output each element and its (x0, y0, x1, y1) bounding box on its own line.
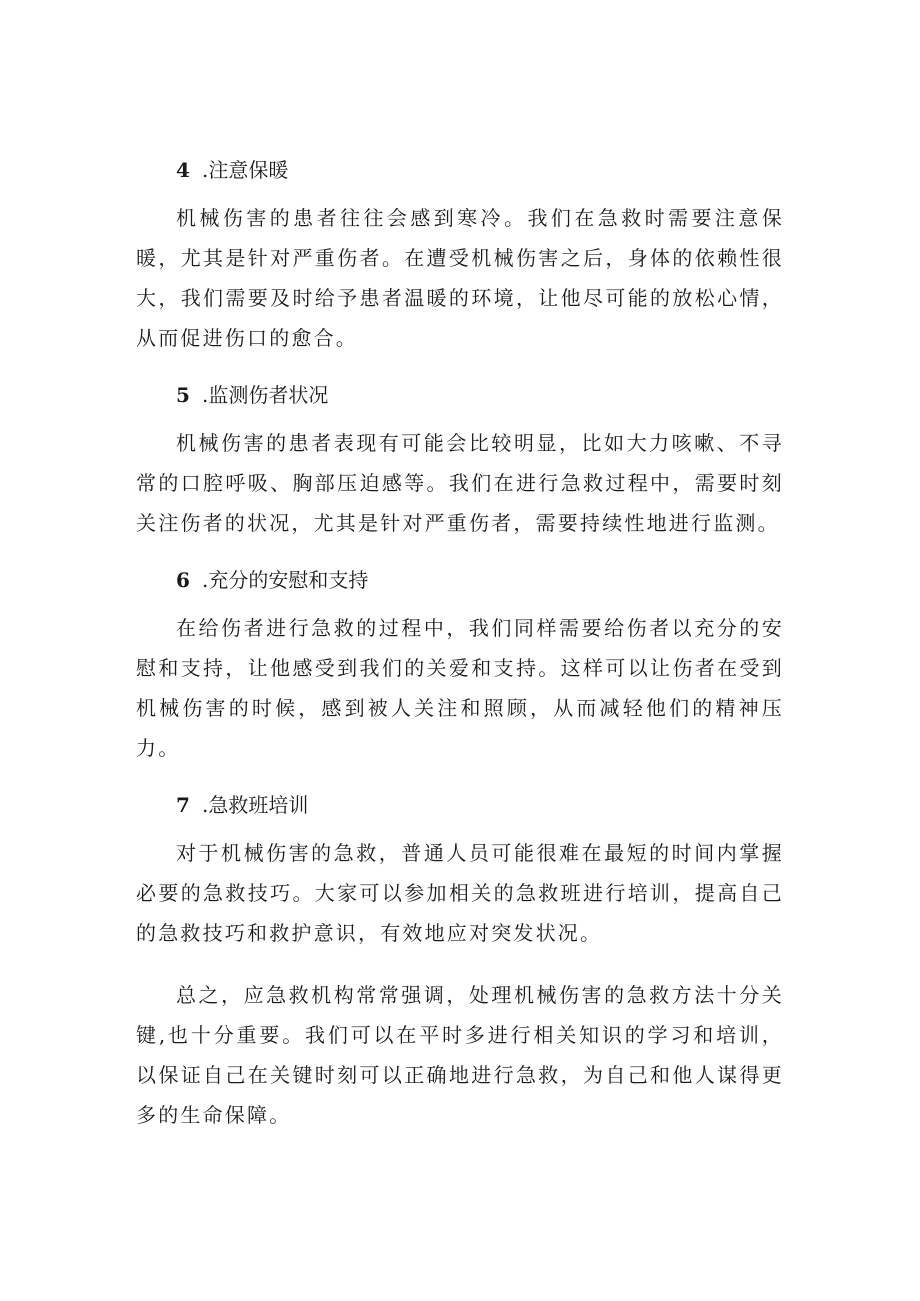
section-paragraph-7: 对于机械伤害的急救，普通人员可能很难在最短的时间内掌握必要的急救技巧。大家可以参加相关的急救班进行培训，提高自己的急救技巧和救护意识，有效地应对突发状况。 (136, 841, 784, 945)
section-paragraph-6: 在给伤者进行急救的过程中，我们同样需要给伤者以充分的安慰和支持，让他感受到我们的关爱和支持。这样可以让伤者在受到机械伤害的时候，感到被人关注和照顾，从而减轻他们的精神压力。 (136, 616, 784, 760)
section-title: .急救班培训 (202, 793, 309, 817)
section-number: 7 (176, 793, 190, 817)
section-number: 5 (176, 383, 190, 407)
conclusion-paragraph: 总之，应急救机构常常强调，处理机械伤害的急救方法十分关键,也十分重要。我们可以在平时多进行相关知识的学习和培训，以保证自己在关键时刻可以正确地进行急救，为自己和他人谋得更多的生命保障。 (136, 983, 784, 1127)
section-number: 6 (176, 568, 190, 592)
section-heading-5 (136, 380, 784, 410)
section-paragraph-4: 机械伤害的患者往往会感到寒冷。我们在急救时需要注意保暖，尤其是针对严重伤者。在遭受机械伤害之后，身体的依赖性很大，我们需要及时给予患者温暖的环境，让他尽可能的放松心情，从而促进伤口的愈合。 (136, 206, 784, 350)
section-heading-4 (136, 155, 784, 185)
document-content (136, 155, 784, 1135)
section-title: .注意保暖 (202, 158, 289, 182)
section-heading-6 (136, 565, 784, 595)
section-paragraph-5: 机械伤害的患者表现有可能会比较明显，比如大力咳嗽、不寻常的口腔呼吸、胸部压迫感等。我们在进行急救过程中，需要时刻关注伤者的状况，尤其是针对严重伤者，需要持续性地进行监测。 (136, 431, 784, 535)
section-title: .充分的安慰和支持 (202, 568, 369, 592)
section-heading-7 (136, 790, 784, 820)
section-title: .监测伤者状况 (202, 383, 329, 407)
section-number: 4 (176, 158, 190, 182)
